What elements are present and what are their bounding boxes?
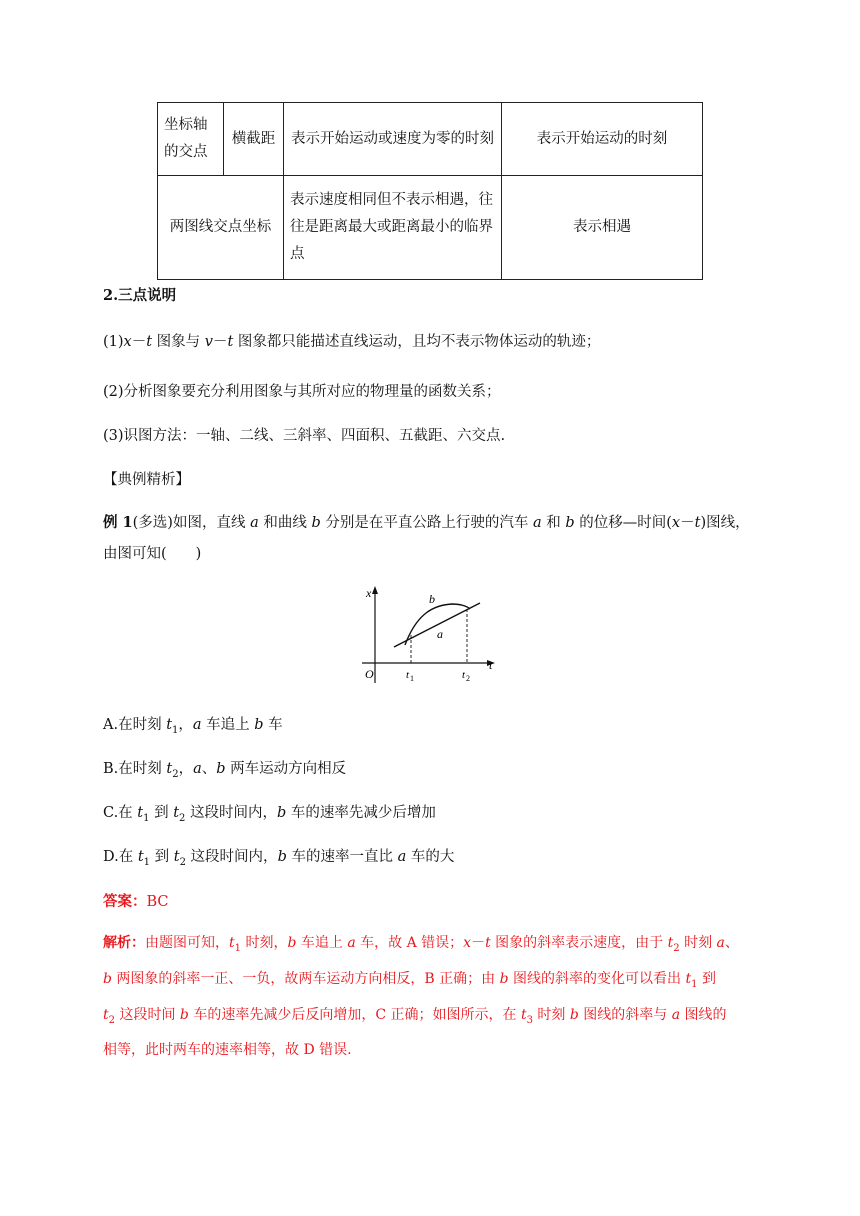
x-axis-arrow [372,586,378,594]
paragraph: (3)识图方法：一轴、二线、三斜率、四面积、五截距、六交点. [103,428,506,444]
table-cell: 表示开始运动或速度为零的时刻 [284,103,502,176]
table-cell: 表示开始运动的时刻 [502,103,703,176]
paragraph: (2)分析图象要充分利用图象与其所对应的物理量的函数关系； [103,384,501,400]
t1-label: t [406,669,410,681]
summary-table [157,102,703,280]
analysis-line: 解析：由题图可知，$t_1$ 时刻，b 车追上 a 车，故 A 错误；x－t 图象的斜率表示速度，由于 $t_2$ 时刻 a、 [103,935,739,954]
question-text: 例 1(多选)如图，直线 a 和曲线 b 分别是在平直公路上行驶的汽车 a 和 b 的位移—时间(x－t)图线， [103,514,750,531]
paragraph: (1)x－t 图象与 v－t 图象都只能描述直线运动，且均不表示物体运动的轨迹； [103,334,601,350]
section-heading: 2.三点说明 [103,287,177,304]
analysis-line: 相等，此时两车的速率相等，故 D 错误. [103,1042,352,1059]
answer-line: 答案：BC [103,893,169,910]
table-cell: 坐标轴的交点 [158,103,224,176]
option-d: D.在 $t_1$ 到 $t_2$ 这段时间内，b 车的速率一直比 a 车的大 [103,849,455,868]
analysis-line: $t_2$ 这段时间 b 车的速率先减少后反向增加，C 正确；如图所示，在 $t_3$ 时刻 b 图线的斜率与 a 图线的 [103,1006,727,1026]
section-tag: 【典例精析】 [103,472,190,488]
analysis-line: b 两图象的斜率一正、一负，故两车运动方向相反，B 正确；由 b 图线的斜率的变化可以看出 $t_1$ 到 [103,970,716,990]
table-cell: 表示相遇 [502,176,703,280]
option-c: C.在 $t_1$ 到 $t_2$ 这段时间内，b 车的速率先减少后增加 [103,805,436,824]
xt-graph [362,583,502,688]
table-cell: 横截距 [224,103,284,176]
t2-subscript: 2 [466,674,470,683]
question-text: 由图可知( ) [103,546,202,562]
option-b: B.在时刻 $t_2$，a、b 两车运动方向相反 [103,761,347,780]
origin-label: O [365,667,374,681]
table-row [158,176,703,280]
t2-label: t [462,669,466,681]
x-axis-label: x [366,586,372,600]
table-cell: 两图线交点坐标 [158,176,284,280]
curve-b-label: b [429,592,435,606]
option-a: A.在时刻 $t_1$，a 车追上 b 车 [103,717,283,736]
analysis-block [103,928,763,1065]
line-a-label: a [437,627,443,641]
table-cell: 表示速度相同但不表示相遇，往往是距离最大或距离最小的临界点 [284,176,502,280]
t1-subscript: 1 [410,674,414,683]
table-row [158,103,703,176]
t-axis-label: t [489,658,493,672]
